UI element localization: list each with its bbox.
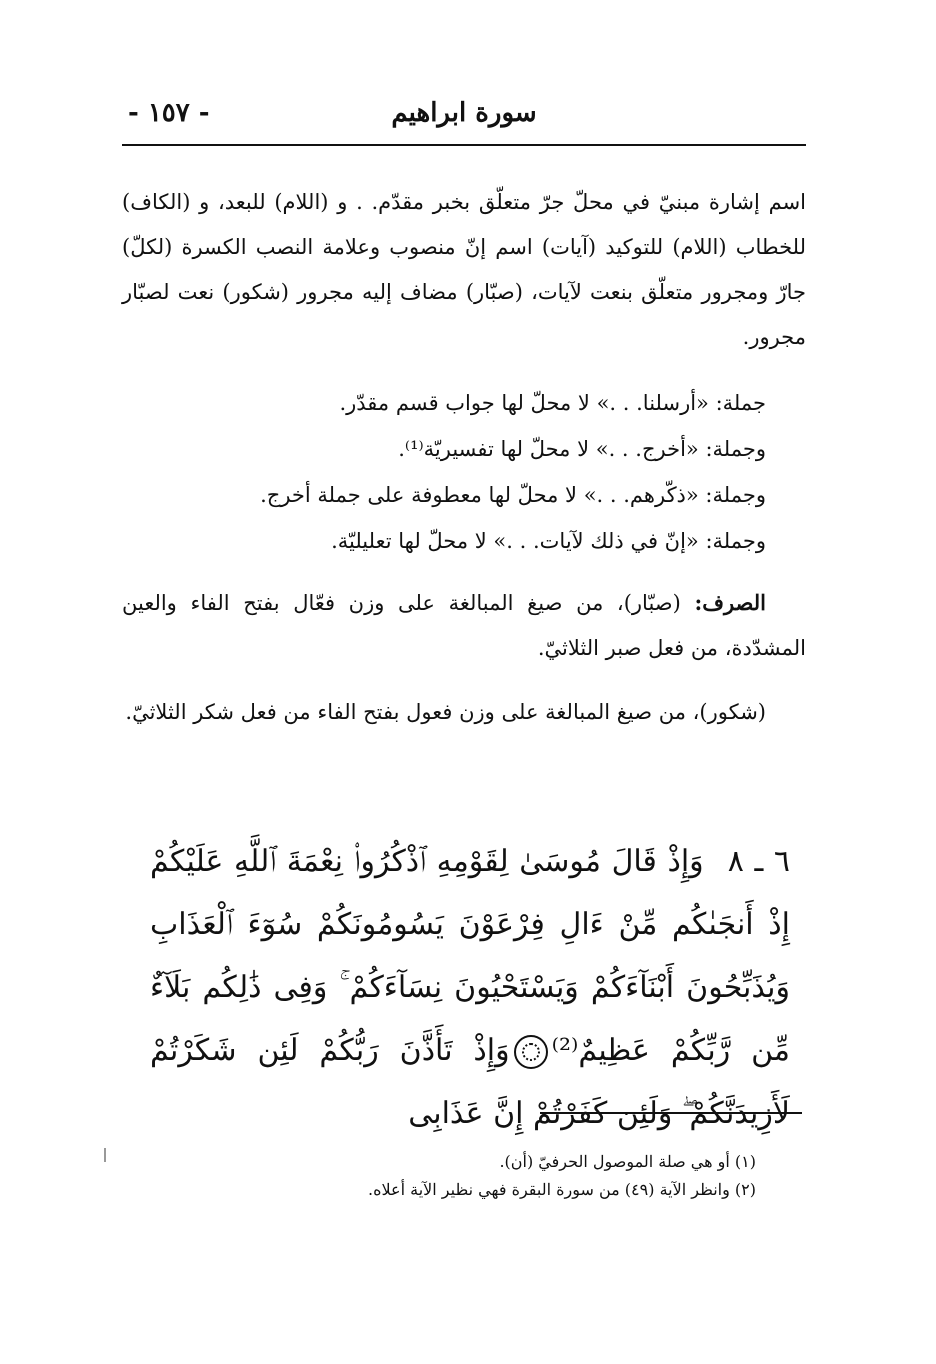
page-number: - ١٥٧ - [128,98,210,128]
sentence-line: وجملة: «أخرج. . .» لا محلّ لها تفسيريّة⁽¹⁾. [398,437,766,461]
grammar-paragraph [122,180,806,360]
ayah-end-marker-icon [514,1035,548,1069]
footnote-divider [540,1112,802,1114]
quran-verse-block [150,830,790,1145]
verse-range: ٦ ـ ٨ [727,844,790,879]
morphology-text: (صبّار)، من صيغ المبالغة على وزن فعّال بفتح الفاء والعين المشدّدة، من فعل صبر الثلاثيّ. [122,591,806,660]
verse-text-part2: وَإِذْ تَأَذَّنَ رَبُّكُمْ لَئِن شَكَرْتُمْ لَأَزِيدَنَّكُمْ ۖ وَلَئِن كَفَرْتُمْ إِنَّ عَذَابِى [150,1033,790,1131]
sentence-analysis-list [122,380,806,564]
page-header [122,98,806,142]
morphology-heading: الصرف: [694,590,766,615]
paragraph-text: اسم إشارة مبنيّ في محلّ جرّ متعلّق بخبر مقدّم. . و (اللام) للبعد، و (الكاف) للخطاب (اللام) للتوكيد (آيات) اسم إنّ منصوب وعلامة النصب الكسرة (لكلّ) جارّ ومجرور متعلّق بنعت لآيات، (صبّار) مضاف إليه مجرور (شكور) نعت لصبّار مجرور. [122,190,806,349]
morphology-paragraph [122,580,806,671]
surah-title: سورة ابراهيم [391,98,537,128]
footnotes [300,1148,756,1204]
verse-text-part1: وَإِذْ قَالَ مُوسَىٰ لِقَوْمِهِ ٱذْكُرُوا۟ نِعْمَةَ ٱللَّهِ عَلَيْكُمْ إِذْ أَنجَىٰكُم مِّنْ ءَالِ فِرْعَوْنَ يَسُومُونَكُمْ سُوٓءَ ٱلْعَذَابِ وَيُذَبِّحُونَ أَبْنَآءَكُمْ وَيَسْتَحْيُونَ نِسَآءَكُمْ ۚ وَفِى ذَٰلِكُم بَلَآءٌ مِّن رَّبِّكُمْ عَظِيمٌ⁽²⁾ [150,844,790,1068]
scan-mark [104,1148,106,1162]
footnote-item: (٢) وانظر الآية (٤٩) من سورة البقرة فهي نظير الآية أعلاه. [368,1180,756,1199]
shukur-text: (شكور)، من صيغ المبالغة على وزن فعول بفتح الفاء من فعل شكر الثلاثيّ. [125,700,766,724]
sentence-line: وجملة: «إنّ في ذلك لآيات. . .» لا محلّ لها تعليليّة. [331,529,766,553]
footnote-item: (١) أو هي صلة الموصول الحرفيّ (أن). [499,1152,756,1171]
sentence-line: وجملة: «ذكّرهم. . .» لا محلّ لها معطوفة على جملة أخرج. [260,483,766,507]
header-divider [122,144,806,146]
sentence-line: جملة: «أرسلنا. . .» لا محلّ لها جواب قسم مقدّر. [339,391,766,415]
shukur-paragraph [122,690,806,735]
